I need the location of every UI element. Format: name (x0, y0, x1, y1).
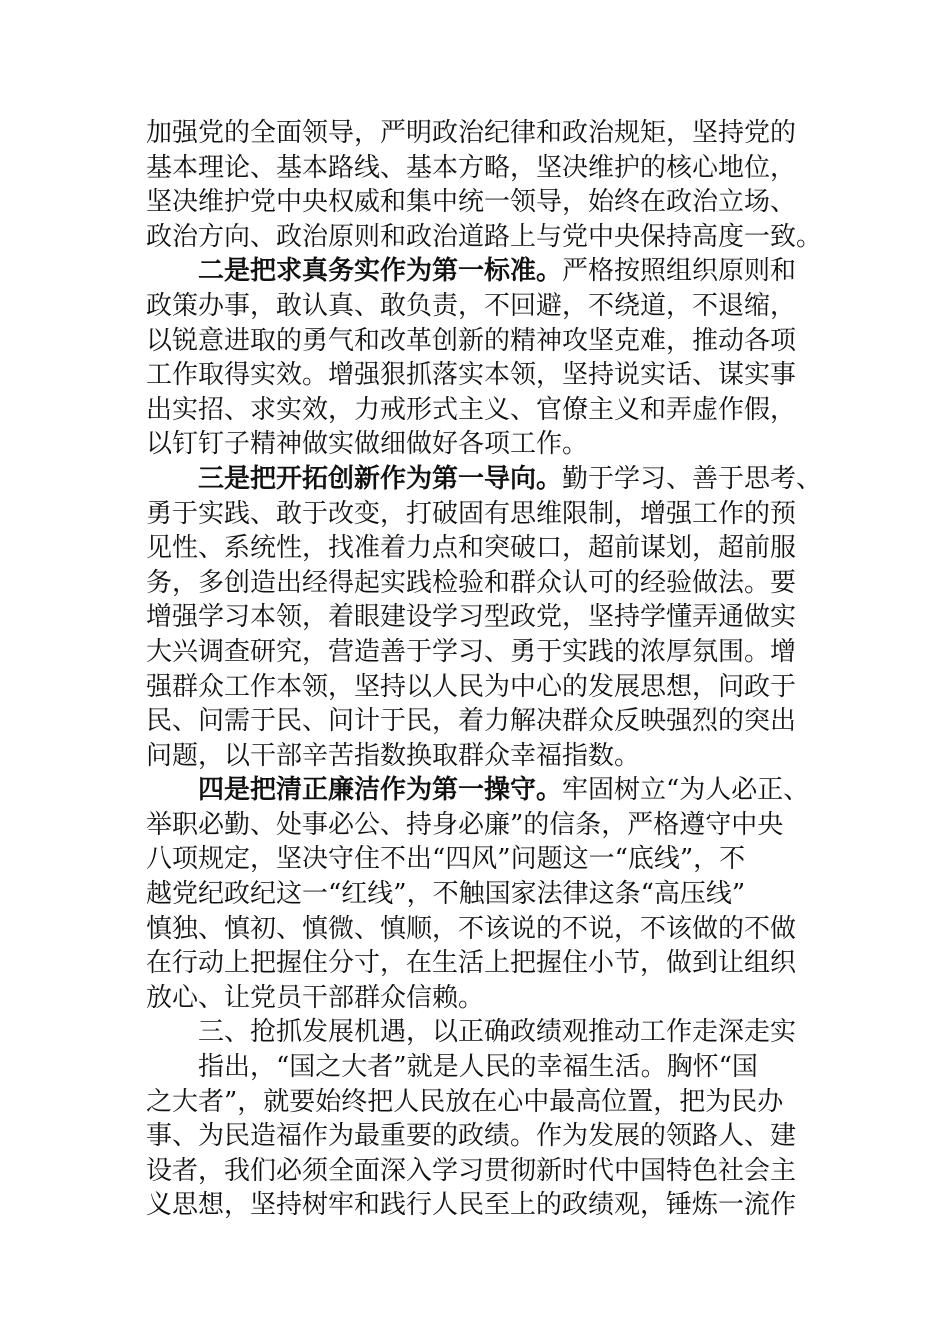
text-line: 强群众工作本领，坚持以人民为中心的发展思想，问政于 (146, 671, 797, 702)
text-line: 举职必勤、处事必公、持身必廉”的信条，严格遵守中央 (146, 809, 784, 840)
text-line: 慎独、慎初、慎微、慎顺，不该说的不说，不该做的不做 (146, 913, 797, 944)
text-line: 在行动上把握住分寸，在生活上把握住小节，做到让组织 (146, 948, 797, 979)
text-line: 指出，“国之大者”就是人民的幸福生活。胸怀“国 (198, 1052, 758, 1083)
body-text (146, 116, 826, 1223)
text-line: 放心、让党员干部群众信赖。 (146, 982, 485, 1013)
point-two-heading: 二是把求真务实作为第一标准。 (198, 256, 563, 287)
point-four-heading: 四是把清正廉洁作为第一操守。 (198, 775, 563, 806)
point-two-line: 二是把求真务实作为第一标准。严格按照组织原则和 (198, 256, 797, 287)
text-line: 越党纪政纪这一“红线”，不触国家法律这条“高压线” (146, 879, 746, 910)
text-line: 之大者”，就要始终把人民放在心中最高位置，把为民办 (146, 1086, 784, 1117)
section-three-heading: 三、抢抓发展机遇，以正确政绩观推动工作走深走实 (198, 1017, 797, 1048)
text-line: 设者，我们必须全面深入学习贯彻新时代中国特色社会主 (146, 1155, 797, 1186)
text-line: 基本理论、基本路线、基本方略，坚决维护的核心地位， (146, 152, 797, 183)
text-line: 加强党的全面领导，严明政治纪律和政治规矩，坚持党的 (146, 118, 797, 148)
text-line: 政治方向、政治原则和政治道路上与党中央保持高度一致。 (146, 221, 823, 252)
text-line: 工作取得实效。增强狠抓落实本领，坚持说实话、谋实事 (146, 360, 797, 391)
text-line: 民、问需于民、问计于民，着力解决群众反映强烈的突出 (146, 706, 797, 737)
text-line: 务，多创造出经得起实践检验和群众认可的经验做法。要 (146, 567, 797, 598)
point-three-line: 三是把开拓创新作为第一导向。勤于学习、善于思考、 (198, 463, 823, 494)
text-line: 出实招、求实效，力戒形式主义、官僚主义和弄虚作假， (146, 394, 797, 425)
text-line: 见性、系统性，找准着力点和突破口，超前谋划，超前服 (146, 533, 797, 564)
point-four-line: 四是把清正廉洁作为第一操守。牢固树立“为人必正、 (198, 775, 810, 806)
text-line: 大兴调查研究，营造善于学习、勇于实践的浓厚氛围。增 (146, 636, 797, 667)
text-line: 义思想，坚持树牢和践行人民至上的政绩观，锤炼一流作 (146, 1190, 797, 1221)
text-line: 事、为民造福作为最重要的政绩。作为发展的领路人、建 (146, 1121, 797, 1152)
text-line: 以锐意进取的勇气和改革创新的精神攻坚克难，推动各项 (146, 325, 797, 356)
text-line: 政策办事，敢认真、敢负责，不回避，不绕道，不退缩， (146, 290, 797, 321)
text-line: 八项规定，坚决守住不出“四风”问题这一“底线”，不 (146, 844, 746, 875)
point-three-heading: 三是把开拓创新作为第一导向。 (198, 463, 563, 494)
text-line: 以钉钉子精神做实做细做好各项工作。 (146, 429, 589, 460)
text-line: 勇于实践、敢于改变，打破固有思维限制，增强工作的预 (146, 498, 797, 529)
text-line: 坚决维护党中央权威和集中统一领导，始终在政治立场、 (146, 187, 797, 218)
text-line: 增强学习本领，着眼建设学习型政党，坚持学懂弄通做实 (146, 602, 797, 633)
text-line: 问题，以干部辛苦指数换取群众幸福指数。 (146, 740, 641, 771)
